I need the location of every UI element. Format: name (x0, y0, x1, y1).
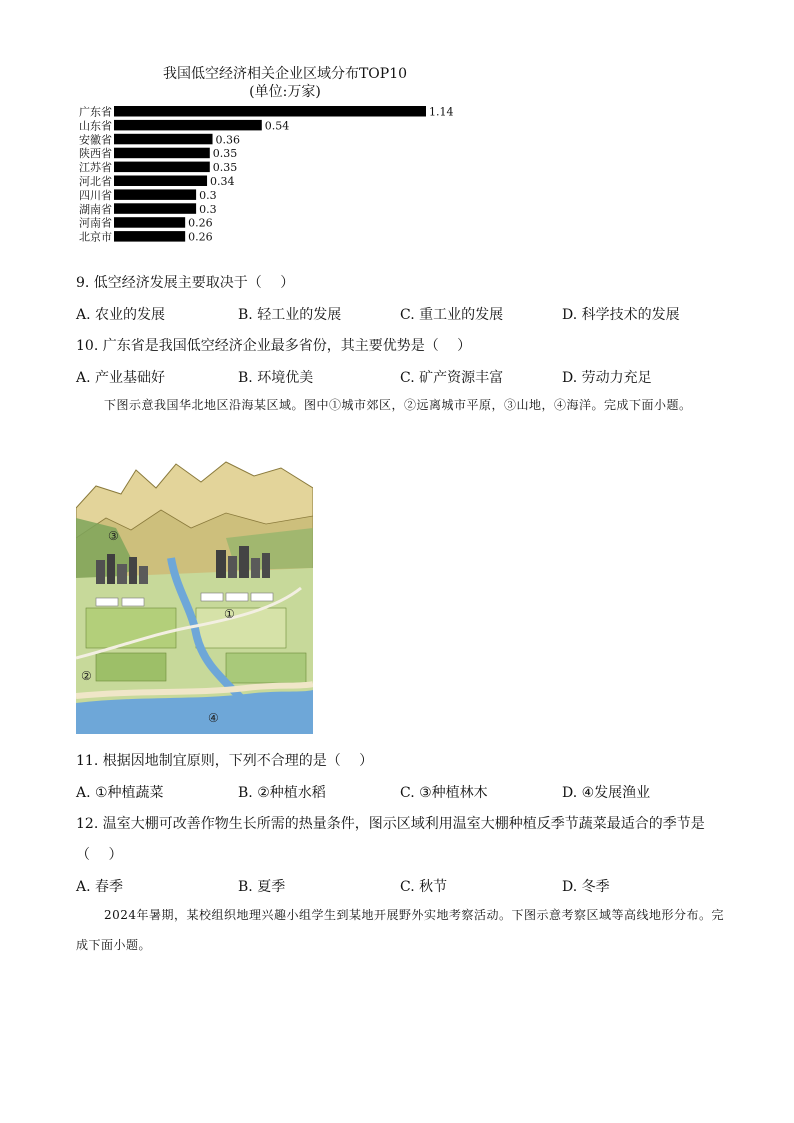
value-label: 0.35 (212, 161, 238, 175)
map-label-4: ④ (208, 711, 219, 725)
bar (114, 120, 262, 130)
category-label: 安徽省 (79, 133, 112, 147)
value-label: 0.34 (210, 175, 235, 188)
bar (114, 134, 213, 145)
chart-subtitle: (单位:万家) (249, 84, 321, 100)
q12-option-a: A. 春季 (76, 879, 124, 895)
value-label: 0.26 (188, 230, 213, 244)
question-10-stem: 10. 广东省是我国低空经济企业最多省份，其主要优势是（ ） (76, 338, 472, 354)
category-label: 河南省 (79, 216, 112, 230)
category-label: 山东省 (79, 119, 112, 133)
map-label-3: ③ (108, 529, 119, 543)
q10-option-b: B. 环境优美 (238, 370, 314, 386)
value-label: 0.3 (199, 188, 217, 202)
q10-option-d: D. 劳动力充足 (562, 370, 652, 386)
category-label: 四川省 (79, 188, 112, 202)
bar (114, 231, 185, 242)
q10-option-a: A. 产业基础好 (76, 370, 166, 386)
question-12-stem-continued: （ ） (76, 847, 123, 863)
value-label: 0.26 (188, 216, 213, 230)
q11-option-c: C. ③种植林木 (400, 785, 488, 801)
bar (114, 189, 196, 200)
question-9-stem: 9. 低空经济发展主要取决于（ ） (76, 275, 295, 291)
value-label: 0.36 (215, 133, 241, 147)
bar (114, 217, 185, 228)
q9-option-d: D. 科学技术的发展 (562, 307, 680, 323)
map-label-1: ① (224, 607, 235, 621)
intro-paragraph-2: 2024年暑期，某校组织地理兴趣小组学生到某地开展野外实地考察活动。下图示意考察区域等高线地形分布。完成下面小题。 (76, 908, 725, 952)
q11-option-a: A. ①种植蔬菜 (76, 785, 164, 801)
q11-option-b: B. ②种植水稻 (238, 785, 326, 801)
q9-option-b: B. 轻工业的发展 (238, 307, 342, 323)
chart-title: 我国低空经济相关企业区域分布TOP10 (162, 66, 408, 82)
value-label: 0.54 (264, 119, 290, 133)
category-label: 江苏省 (79, 161, 112, 175)
q9-option-a: A. 农业的发展 (76, 307, 166, 323)
map-label-2: ② (81, 669, 92, 683)
value-label: 0.35 (212, 147, 238, 161)
value-label: 0.3 (199, 202, 217, 216)
q11-option-d: D. ④发展渔业 (562, 785, 651, 801)
bar (114, 148, 210, 159)
bar (114, 176, 207, 187)
category-label: 北京市 (79, 230, 112, 244)
category-label: 湖南省 (79, 202, 112, 216)
bar (114, 106, 426, 117)
bar-chart (68, 100, 488, 245)
category-label: 广东省 (79, 105, 112, 119)
q12-option-c: C. 秋节 (400, 879, 448, 895)
question-12-stem: 12. 温室大棚可改善作物生长所需的热量条件，图示区域利用温室大棚种植反季节蔬菜最适合的季节是 (76, 816, 705, 832)
category-label: 陕西省 (79, 147, 112, 161)
coastal-region-illustration (76, 458, 313, 734)
q9-option-c: C. 重工业的发展 (400, 307, 504, 323)
q12-option-d: D. 冬季 (562, 879, 610, 895)
value-label: 1.14 (429, 105, 454, 119)
q10-option-c: C. 矿产资源丰富 (400, 370, 504, 386)
intro-paragraph-1: 下图示意我国华北地区沿海某区域。图中①城市郊区，②远离城市平原，③山地，④海洋。完成下面小题。 (104, 398, 692, 412)
bar (114, 162, 210, 173)
bar (114, 203, 196, 214)
category-label: 河北省 (79, 175, 112, 188)
question-11-stem: 11. 根据因地制宜原则，下列不合理的是（ ） (76, 753, 374, 769)
q12-option-b: B. 夏季 (238, 879, 286, 895)
